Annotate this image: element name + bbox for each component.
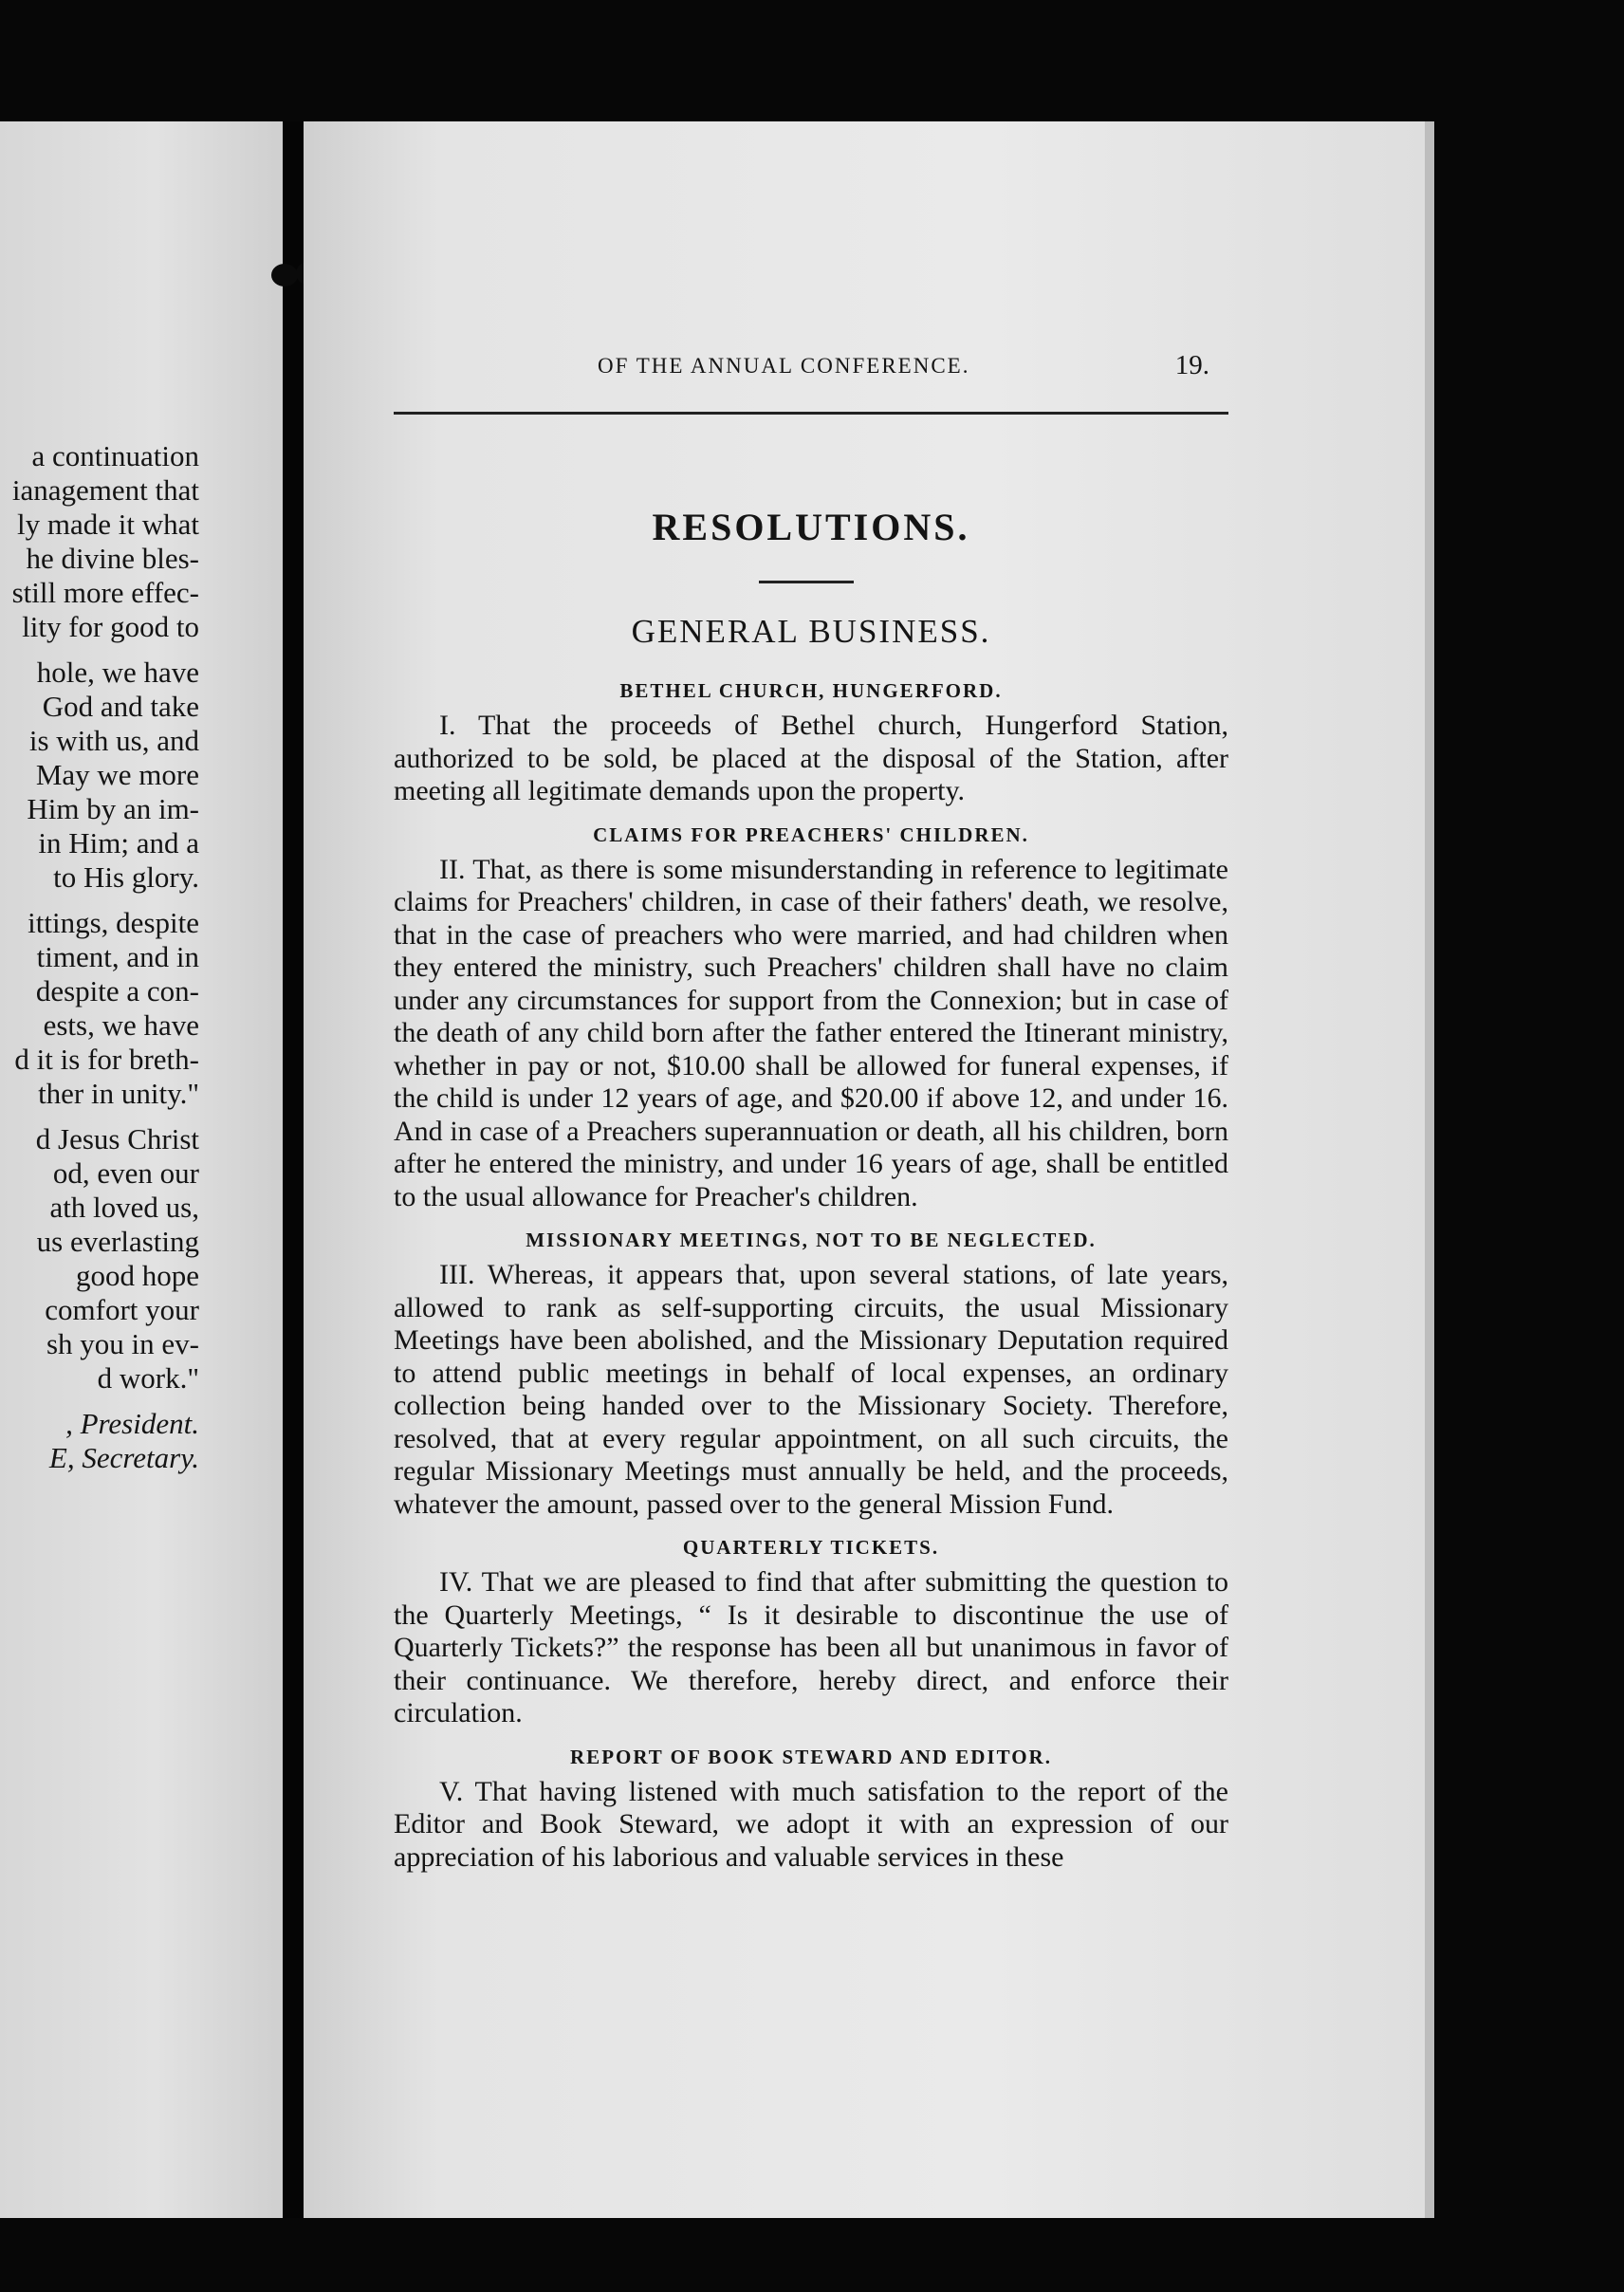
left-line: ests, we have [43, 1008, 199, 1042]
title-rule [759, 581, 854, 583]
page-header [394, 350, 1228, 392]
resolution-text: I. That the proceeds of Bethel church, Hungerford Station, authorized to be sold, be placed at the disposal of the Station, after meeting all legitimate demands upon the property. [394, 710, 1228, 806]
left-line: Him by an im- [27, 792, 199, 825]
left-line: good hope [75, 1259, 199, 1292]
left-spacer [0, 644, 199, 656]
page-edge-shadow [1425, 121, 1434, 2218]
resolution-text: II. That, as there is some misunderstanding in reference to legitimate claims for Preachers' children, in case of their fathers' death, we resolve, that in the case of preachers who were married, and had children when they entered the ministry, such Preachers' children shall have no claim under any circumstances for support from the Connexion; but in case of the death of any child born after the father entered the Itinerant ministry, whether in pay or not, $10.00 shall be allowed for funeral expenses, if the child is under 12 years of age, and $20.00 if above 12, and under 16. And in case of a Preachers superannuation or death, all his children, born after he entered the ministry, and under 16 years of age, shall be entitled to the usual allowance for Preacher's children. [394, 853, 1228, 1212]
left-line: sh you in ev- [46, 1327, 199, 1360]
left-page-text [0, 439, 199, 1475]
left-line: ittings, despite [28, 906, 199, 939]
left-facing-page [0, 121, 283, 2218]
left-signature: , President. [65, 1407, 199, 1440]
resolution-subhead: QUARTERLY TICKETS. [682, 1536, 940, 1559]
left-spacer [0, 1396, 199, 1407]
left-line: in Him; and a [38, 826, 199, 860]
left-line: still more effec- [11, 576, 199, 609]
running-head: OF THE ANNUAL CONFERENCE. [598, 354, 970, 378]
left-line: ath loved us, [49, 1191, 199, 1224]
left-line: us everlasting [36, 1225, 199, 1258]
right-page [304, 121, 1434, 2218]
left-line: od, even our [52, 1156, 199, 1190]
left-line: d Jesus Christ [35, 1122, 199, 1155]
left-line: ianagement that [11, 473, 199, 507]
left-spacer [0, 1111, 199, 1122]
left-line: is with us, and [28, 724, 199, 757]
left-line: ther in unity." [38, 1077, 199, 1110]
left-line: ly made it what [17, 508, 199, 541]
left-line: d it is for breth- [14, 1043, 199, 1076]
resolutions-body [394, 672, 1228, 1881]
left-line: hole, we have [36, 656, 199, 689]
page-title: RESOLUTIONS. [652, 506, 970, 548]
left-line: to His glory. [53, 860, 199, 894]
header-rule [394, 412, 1228, 415]
left-signature: E, Secretary. [48, 1441, 199, 1474]
left-spacer [0, 895, 199, 906]
resolution-text: IV. That we are pleased to find that after submitting the question to the Quarterly Meetings, “ Is it desirable to discontinue the use of Quarterly Tickets?” the response has been all but unanimous in favor of their continuance. We therefore, hereby direct, and enforce their circulation. [394, 1566, 1228, 1728]
left-line: lity for good to [22, 610, 199, 643]
resolution-subhead: REPORT OF BOOK STEWARD AND EDITOR. [570, 1745, 1052, 1768]
left-line: he divine bles- [26, 542, 199, 575]
left-line: despite a con- [35, 974, 199, 1007]
left-line: May we more [35, 758, 199, 791]
resolution-subhead: CLAIMS FOR PREACHERS' CHILDREN. [593, 823, 1029, 846]
left-line: comfort your [45, 1293, 199, 1326]
resolution-text: III. Whereas, it appears that, upon several stations, of late years, allowed to rank as self-supporting circuits, the usual Missionary Meetings have been abolished, and the Missionary Deputation required to attend public meetings in behalf of local expenses, an ordinary collection being handed over to the Missionary Society. Therefore, resolved, that at every regular appointment, on all such circuits, the regular Missionary Meetings must annually be held, and the proceeds, whatever the amount, passed over to the general Mission Fund. [394, 1259, 1228, 1520]
resolution-text: V. That having listened with much satisfation to the report of the Editor and Book Steward, we adopt it with an expression of our appreciation of his laborious and valuable services in these [394, 1775, 1228, 1873]
book-gutter [283, 121, 304, 2218]
left-line: a continuation [31, 439, 199, 472]
left-line: d work." [97, 1361, 199, 1395]
page-number: 19. [1174, 350, 1209, 380]
left-line: timent, and in [36, 940, 199, 973]
left-line: God and take [42, 690, 199, 723]
section-title: GENERAL BUSINESS. [631, 613, 991, 650]
resolution-subhead: MISSIONARY MEETINGS, NOT TO BE NEGLECTED. [526, 1229, 1097, 1251]
resolution-subhead: BETHEL CHURCH, HUNGERFORD. [619, 679, 1003, 702]
